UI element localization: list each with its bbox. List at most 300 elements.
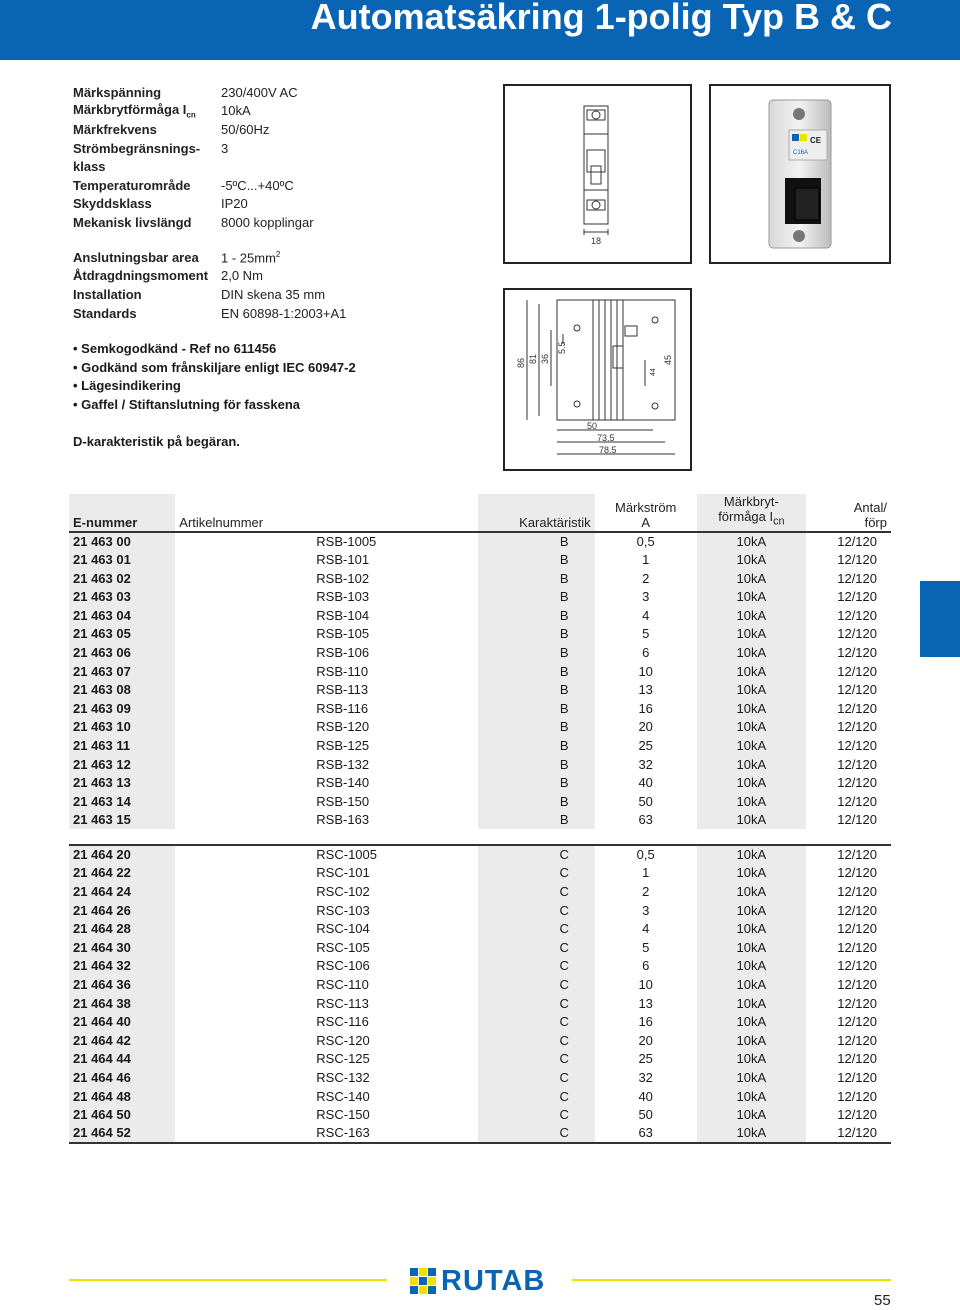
table-cell: 12/120 (837, 737, 877, 753)
table-cell: 21 464 50 (69, 1105, 175, 1124)
column-header (69, 494, 175, 532)
table-row (69, 957, 891, 976)
table-row (69, 1087, 891, 1106)
table-cell: 10kA (697, 773, 806, 792)
column-header-line1: Märkström (615, 499, 677, 515)
spec-value (221, 287, 325, 302)
table-cell: RSB-150 (316, 793, 370, 809)
table-cell: 40 (638, 1088, 653, 1104)
table-cell: 10kA (697, 882, 806, 901)
table-cell: 10kA (697, 811, 806, 830)
table-cell: 50 (638, 793, 653, 809)
spec-value-text: 1 - 25mm (221, 249, 276, 265)
spec-label-text: Mekanisk livslängd (73, 214, 192, 230)
table-cell: C (478, 1105, 595, 1124)
table-cell: RSC-105 (316, 939, 370, 955)
table-cell: B (478, 569, 595, 588)
table-cell: 10kA (697, 550, 806, 569)
table-cell: 0,5 (636, 847, 655, 863)
page-number: 55 (874, 1292, 891, 1309)
table-cell: 13 (638, 995, 653, 1011)
spec-row (73, 213, 473, 232)
column-header-line2-text: Artikelnummer (179, 514, 264, 530)
column-header-line2-text: förp (864, 514, 887, 530)
table-cell: 10kA (697, 1105, 806, 1124)
table-cell: 4 (642, 921, 650, 937)
table-cell: 10kA (697, 699, 806, 718)
spec-label (73, 215, 221, 230)
table-row (69, 1105, 891, 1124)
table-cell: 10 (638, 663, 653, 679)
column-header-line2-text: förmåga I (718, 509, 774, 524)
spec-label-text: Strömbegränsnings- (73, 140, 201, 156)
spec-label-text: Märkbrytförmåga I (73, 102, 187, 118)
table-cell: C (478, 1087, 595, 1106)
spec-label (73, 196, 221, 211)
table-cell: 12/120 (837, 1032, 877, 1048)
table-cell: 10kA (697, 1050, 806, 1069)
table-cell: B (478, 606, 595, 625)
column-header-line2 (73, 515, 171, 530)
table-row (69, 625, 891, 644)
table-cell: 10kA (697, 643, 806, 662)
table-cell: 21 463 05 (69, 625, 175, 644)
spec-label (73, 141, 221, 156)
spec-label (73, 268, 221, 283)
spec-value-text: 3 (221, 140, 229, 156)
table-cell: B (478, 680, 595, 699)
breaker-photo-illustration (711, 86, 889, 262)
table-cell: 12/120 (837, 756, 877, 772)
table-cell: 0,5 (636, 533, 655, 549)
spec-label (73, 85, 221, 100)
table-cell: 10kA (697, 569, 806, 588)
table-row (69, 938, 891, 957)
table-cell: 12/120 (837, 1088, 877, 1104)
table-cell: C (478, 845, 595, 864)
group-separator-cell (69, 829, 891, 845)
table-cell: 12/120 (837, 719, 877, 735)
table-cell: C (478, 1050, 595, 1069)
table-cell: 12/120 (837, 551, 877, 567)
table-cell: 12/120 (837, 626, 877, 642)
spec-value-text: 8000 kopplingar (221, 214, 314, 230)
spec-row (73, 195, 473, 214)
footer-line-right (572, 1279, 891, 1281)
spec-row (73, 285, 473, 304)
spec-row (73, 176, 473, 195)
dim-width-73-5: 73.5 (597, 433, 615, 443)
table-cell: 10kA (697, 532, 806, 551)
table-cell: RSC-150 (316, 1107, 370, 1123)
table-cell: 1 (642, 865, 650, 881)
section-tab (920, 581, 960, 657)
table-row (69, 569, 891, 588)
table-cell: 2 (642, 570, 650, 586)
table-cell: 12/120 (837, 995, 877, 1011)
spec-label (73, 159, 221, 174)
table-row (69, 773, 891, 792)
table-cell: 21 463 07 (69, 662, 175, 681)
table-cell: 40 (638, 775, 653, 791)
table-cell: RSB-116 (316, 700, 369, 716)
spec-label-text: Anslutningsbar area (73, 249, 199, 265)
column-header-line2-text: E-nummer (73, 514, 138, 530)
spec-label-text: Märkspänning (73, 84, 162, 100)
spec-label (73, 178, 221, 193)
table-cell: RSB-106 (316, 644, 370, 660)
table-cell: 21 464 52 (69, 1124, 175, 1143)
table-cell: 21 464 26 (69, 901, 175, 920)
table-cell: 12/120 (837, 533, 877, 549)
table-row (69, 587, 891, 606)
table-cell: 5 (642, 626, 650, 642)
table-cell: 10kA (697, 957, 806, 976)
table-row (69, 845, 891, 864)
column-header (175, 494, 477, 532)
table-cell: 12/120 (837, 939, 877, 955)
table-row (69, 901, 891, 920)
table-cell: 21 464 30 (69, 938, 175, 957)
table-cell: C (478, 1012, 595, 1031)
table-cell: 12/120 (837, 902, 877, 918)
table-cell: B (478, 773, 595, 792)
spec-label-text: Skyddsklass (73, 196, 152, 212)
table-cell: 10kA (697, 1012, 806, 1031)
table-cell: 10kA (697, 755, 806, 774)
table-cell: 10 (638, 977, 653, 993)
table-cell: 12/120 (837, 884, 877, 900)
dim-height-81: 81 (528, 353, 538, 364)
table-row (69, 755, 891, 774)
spec-value (221, 85, 298, 100)
table-cell: C (478, 975, 595, 994)
table-cell: C (478, 994, 595, 1013)
spec-value-text: -5ºC...+40ºC (221, 177, 294, 193)
table-cell: RSC-102 (316, 884, 370, 900)
spec-list-electrical (73, 83, 473, 232)
table-cell: RSB-125 (316, 737, 370, 753)
table-cell: 12/120 (837, 775, 877, 791)
table-cell: 12/120 (837, 607, 877, 623)
table-cell: 10kA (697, 975, 806, 994)
table-cell: C (478, 901, 595, 920)
table-row (69, 1050, 891, 1069)
spec-label-sub: cn (186, 110, 196, 120)
table-cell: B (478, 755, 595, 774)
spec-label (73, 287, 221, 302)
table-cell: 21 463 15 (69, 811, 175, 830)
table-cell: 12/120 (837, 921, 877, 937)
table-cell: RSC-104 (316, 921, 370, 937)
table-cell: 21 463 10 (69, 718, 175, 737)
product-label: C16A (793, 150, 809, 156)
table-cell: 12/120 (837, 570, 877, 586)
spec-row (73, 157, 473, 176)
table-cell: 21 464 24 (69, 882, 175, 901)
table-cell: B (478, 811, 595, 830)
table-row (69, 919, 891, 938)
spec-value (221, 141, 228, 156)
table-row (69, 1068, 891, 1087)
table-cell: 10kA (697, 1124, 806, 1143)
column-header (806, 494, 891, 532)
product-table (69, 494, 891, 1144)
table-cell: RSC-163 (175, 1124, 477, 1143)
table-cell: 10kA (697, 994, 806, 1013)
spec-row (73, 139, 473, 158)
rutab-logo-icon (410, 1268, 437, 1295)
spec-label (73, 122, 221, 137)
table-cell: 21 463 14 (69, 792, 175, 811)
table-cell: C (478, 919, 595, 938)
table-row (69, 662, 891, 681)
table-cell: 3 (642, 589, 650, 605)
table-cell: RSB-105 (316, 626, 370, 642)
spec-row (73, 83, 473, 102)
table-cell: 21 464 28 (69, 919, 175, 938)
table-cell: 21 464 22 (69, 864, 175, 883)
table-cell: 21 464 46 (69, 1068, 175, 1087)
spec-value (221, 103, 251, 118)
column-header (595, 494, 697, 532)
spec-row (73, 120, 473, 139)
table-row (69, 643, 891, 662)
spec-value (221, 178, 294, 193)
table-cell: 12/120 (837, 1107, 877, 1123)
table-cell: RSB-102 (316, 570, 370, 586)
table-cell: RSB-104 (316, 607, 370, 623)
table-cell: 12/120 (837, 958, 877, 974)
column-header-line1: Antal/ (853, 499, 887, 515)
table-cell: 21 464 32 (69, 957, 175, 976)
table-cell: 21 463 13 (69, 773, 175, 792)
breaker-side-outline (505, 290, 690, 469)
table-cell: B (478, 587, 595, 606)
table-row (69, 1012, 891, 1031)
table-cell: 21 464 20 (69, 845, 175, 864)
table-cell: RSB-120 (316, 719, 370, 735)
table-cell: RSB-113 (316, 682, 369, 698)
d-characteristic-note: D-karakteristik på begäran. (73, 434, 240, 449)
table-row (69, 882, 891, 901)
table-cell: C (478, 957, 595, 976)
table-cell: RSC-101 (316, 865, 370, 881)
table-cell: 21 463 03 (69, 587, 175, 606)
table-row (69, 811, 891, 830)
table-cell: 16 (638, 700, 653, 716)
table-cell: B (478, 643, 595, 662)
table-cell: 10kA (697, 938, 806, 957)
table-cell: 63 (595, 1124, 697, 1143)
rutab-logo-text: RUTAB (441, 1265, 546, 1297)
table-cell: RSC-110 (316, 977, 369, 993)
spec-value (221, 250, 280, 265)
table-cell: B (478, 662, 595, 681)
spec-value-text: IP20 (221, 196, 248, 212)
column-header-sub: cn (773, 515, 785, 528)
table-row (69, 736, 891, 755)
table-cell: 21 464 36 (69, 975, 175, 994)
table-cell: 10kA (697, 1068, 806, 1087)
table-cell: 21 463 08 (69, 680, 175, 699)
table-cell: RSB-1005 (316, 533, 377, 549)
spec-value (221, 122, 269, 137)
table-cell: RSB-103 (316, 589, 370, 605)
column-header-line2 (701, 509, 802, 530)
table-cell: B (478, 625, 595, 644)
table-row (69, 699, 891, 718)
table-cell: 10kA (697, 718, 806, 737)
table-cell: RSC-103 (316, 902, 370, 918)
table-cell: RSB-101 (316, 551, 370, 567)
table-cell: 12/120 (837, 977, 877, 993)
column-header-line2-text: A (641, 514, 651, 530)
table-cell: 12/120 (837, 847, 877, 863)
table-cell: 10kA (697, 901, 806, 920)
table-cell: 10kA (697, 845, 806, 864)
table-cell: 6 (642, 958, 650, 974)
table-cell: C (478, 1031, 595, 1050)
page-title: Automatsäkring 1-polig Typ B & C (310, 0, 892, 37)
table-row (69, 606, 891, 625)
table-cell: 12/120 (837, 865, 877, 881)
table-cell: 12/120 (837, 793, 877, 809)
spec-value-text: DIN skena 35 mm (221, 286, 326, 302)
spec-list-mechanical (73, 248, 473, 322)
feature-item: • Semkogodkänd - Ref no 611456 (73, 341, 277, 356)
spec-label (73, 306, 221, 321)
table-cell: 20 (638, 719, 653, 735)
table-row (69, 1031, 891, 1050)
table-cell: RSC-106 (316, 958, 370, 974)
spec-label (73, 250, 221, 265)
table-cell: RSB-163 (316, 812, 370, 828)
spec-value-text: 50/60Hz (221, 121, 270, 137)
table-cell: 21 464 40 (69, 1012, 175, 1031)
spec-row (73, 304, 473, 323)
spec-label-text: Märkfrekvens (73, 121, 157, 137)
table-cell: 12/120 (837, 1070, 877, 1086)
table-cell: B (478, 736, 595, 755)
table-cell: RSB-132 (316, 756, 370, 772)
front-view-drawing (503, 84, 692, 264)
column-header-line2-text: Karaktäristik (519, 514, 591, 530)
table-row (69, 718, 891, 737)
table-cell: RSC-132 (316, 1070, 370, 1086)
table-cell: 12/120 (806, 1124, 891, 1143)
column-header-line2 (810, 515, 887, 530)
feature-item: • Lägesindikering (73, 378, 181, 394)
table-cell: C (478, 864, 595, 883)
table-cell: B (478, 532, 595, 551)
spec-value (221, 196, 248, 211)
spec-label-text: Installation (73, 286, 142, 302)
dim-height-44: 44 (650, 368, 657, 376)
table-cell: RSC-116 (316, 1014, 369, 1030)
table-cell: C (478, 882, 595, 901)
front-width-dim: 18 (591, 236, 602, 246)
dim-height-36: 36 (540, 353, 550, 364)
table-row (69, 994, 891, 1013)
table-cell: 13 (638, 682, 653, 698)
table-cell: 10kA (697, 1031, 806, 1050)
table-cell: 32 (638, 756, 653, 772)
spec-label (73, 102, 221, 120)
table-cell: 21 463 11 (69, 736, 175, 755)
table-cell: 10kA (697, 662, 806, 681)
feature-item: • Godkänd som frånskiljare enligt IEC 60947-2 (73, 359, 356, 375)
dim-height-45: 45 (663, 354, 673, 365)
page-header (0, 0, 960, 60)
spec-value (221, 268, 263, 283)
spec-row (73, 267, 473, 286)
table-cell: RSC-1005 (316, 847, 377, 863)
spec-label-text: Åtdragdningsmoment (73, 268, 209, 284)
column-header (478, 494, 595, 532)
table-row (69, 864, 891, 883)
rutab-logo (410, 1266, 545, 1296)
table-cell: 4 (642, 607, 650, 623)
table-cell: 1 (642, 551, 650, 567)
table-cell: 10kA (697, 792, 806, 811)
spec-label-text: Standards (73, 305, 137, 321)
column-header-line2 (482, 515, 591, 530)
table-cell: 12/120 (837, 682, 877, 698)
spec-value (221, 306, 346, 321)
table-cell: 10kA (697, 587, 806, 606)
breaker-front-outline (505, 86, 690, 262)
table-row (69, 792, 891, 811)
table-cell: 63 (638, 812, 653, 828)
table-row (69, 1124, 891, 1143)
table-cell: 21 463 09 (69, 699, 175, 718)
table-cell: 10kA (697, 625, 806, 644)
spec-value-sup: 2 (275, 249, 281, 259)
spec-row (73, 248, 473, 267)
group-separator (69, 829, 891, 845)
table-cell: C (478, 938, 595, 957)
dim-width-50: 50 (587, 421, 598, 431)
table-cell: B (478, 550, 595, 569)
table-cell: 50 (638, 1107, 653, 1123)
table-cell: 10kA (697, 606, 806, 625)
table-cell: 25 (638, 737, 653, 753)
table-cell: RSC-140 (316, 1088, 370, 1104)
table-cell: B (478, 792, 595, 811)
table-cell: 12/120 (837, 700, 877, 716)
spec-value-text: 10kA (221, 103, 251, 119)
table-cell: B (478, 699, 595, 718)
table-cell: 12/120 (837, 589, 877, 605)
table-cell: RSC-125 (316, 1051, 370, 1067)
column-header-line2 (179, 515, 473, 530)
table-cell: 12/120 (837, 1051, 877, 1067)
table-cell: 10kA (697, 680, 806, 699)
table-cell: RSB-110 (316, 663, 369, 679)
footer-line-left (69, 1279, 387, 1281)
table-cell: 10kA (697, 919, 806, 938)
table-cell: RSC-120 (316, 1032, 370, 1048)
spec-label-text: Temperaturområde (73, 177, 191, 193)
spec-label-text: klass (73, 159, 106, 175)
table-cell: C (478, 1124, 595, 1143)
dim-height-86: 86 (516, 357, 526, 368)
table-cell: 21 463 02 (69, 569, 175, 588)
table-cell: 12/120 (837, 663, 877, 679)
table-cell: 21 464 42 (69, 1031, 175, 1050)
side-view-drawing (503, 288, 692, 471)
